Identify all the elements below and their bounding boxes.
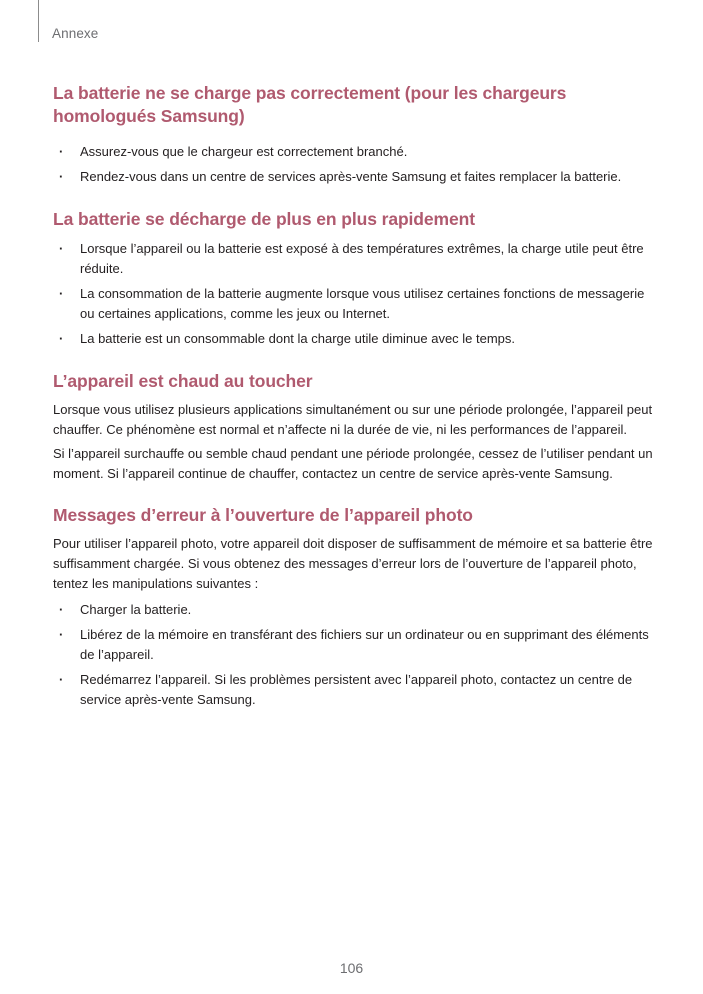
section-title: L’appareil est chaud au toucher bbox=[53, 371, 313, 391]
list-item: · Rendez-vous dans un centre de services après-vente Samsung et faites remplacer la batterie. bbox=[53, 167, 653, 187]
margin-rule bbox=[38, 0, 39, 42]
section-title: La batterie ne se charge pas correctement (pour les chargeurs homologués Samsung) bbox=[53, 83, 567, 126]
section-title: La batterie se décharge de plus en plus rapidement bbox=[53, 209, 475, 229]
bullet-list bbox=[53, 142, 653, 187]
page-content bbox=[53, 82, 653, 710]
section-camera-errors bbox=[53, 504, 653, 710]
section-device-hot bbox=[53, 370, 653, 484]
list-item: · Charger la batterie. bbox=[53, 600, 653, 620]
paragraph: Pour utiliser l’appareil photo, votre appareil doit disposer de suffisamment de mémoire et sa batterie être suffisamment chargée. Si vous obtenez des messages d’erreur lors de l’ouverture de l’appareil photo, tentez les manipulations suivantes : bbox=[53, 536, 653, 591]
section-title: Messages d’erreur à l’ouverture de l’appareil photo bbox=[53, 505, 473, 525]
list-item: · La batterie est un consommable dont la charge utile diminue avec le temps. bbox=[53, 329, 653, 349]
paragraph: Si l’appareil surchauffe ou semble chaud pendant une période prolongée, cessez de l’utiliser pendant un moment. Si l’appareil continue de chauffer, contactez un centre de service après-vente Samsung. bbox=[53, 446, 653, 481]
list-item: · La consommation de la batterie augmente lorsque vous utilisez certaines fonctions de messagerie ou certaines applications, comme les jeux ou Internet. bbox=[53, 284, 653, 324]
list-item: · Lorsque l’appareil ou la batterie est exposé à des températures extrêmes, la charge utile peut être réduite. bbox=[53, 239, 653, 279]
list-item: · Libérez de la mémoire en transférant des fichiers sur un ordinateur ou en supprimant des éléments de l’appareil. bbox=[53, 625, 653, 665]
paragraph: Lorsque vous utilisez plusieurs applications simultanément ou sur une période prolongée, l’appareil peut chauffer. Ce phénomène est normal et n’affecte ni la durée de vie, ni les performances de l’appareil. bbox=[53, 402, 653, 437]
bullet-list bbox=[53, 600, 653, 710]
list-item: · Redémarrez l’appareil. Si les problèmes persistent avec l’appareil photo, contactez un centre de service après-vente Samsung. bbox=[53, 670, 653, 710]
bullet-list bbox=[53, 239, 653, 349]
list-item: · Assurez-vous que le chargeur est correctement branché. bbox=[53, 142, 653, 162]
section-battery-drains bbox=[53, 208, 653, 349]
running-header: Annexe bbox=[52, 26, 99, 41]
page-number: 106 bbox=[339, 960, 364, 976]
section-battery-not-charging bbox=[53, 82, 653, 187]
